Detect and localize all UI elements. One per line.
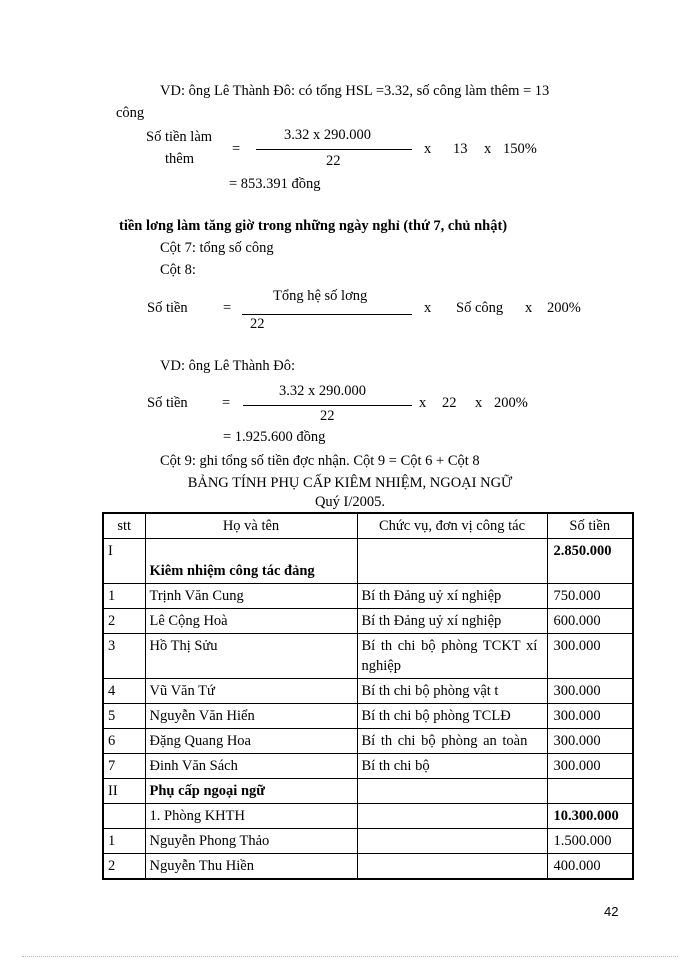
example1-line2: công — [116, 105, 145, 121]
cell-amount: 300.000 — [547, 704, 633, 729]
table-row — [103, 634, 633, 679]
col7-text: Cột 7: tổng số công — [160, 240, 274, 256]
header-name: Họ và tên — [145, 513, 357, 539]
formula2-factor1: Số công — [456, 300, 504, 316]
cell-stt: 5 — [103, 704, 145, 729]
cell-amount: 300.000 — [547, 729, 633, 754]
formula3-op2: x — [475, 395, 483, 411]
header-role: Chức vụ, đơn vị công tác — [357, 513, 547, 539]
cell-amount: 300.000 — [547, 754, 633, 779]
formula1-fraction-bar — [256, 149, 412, 150]
cell-amount: 2.850.000 — [547, 539, 633, 584]
formula2-fraction-bar — [242, 314, 412, 315]
table-row — [103, 804, 633, 829]
cell-name: Kiêm nhiệm công tác đảng — [145, 539, 357, 584]
formula1-denominator: 22 — [326, 153, 341, 169]
cell-stt: 6 — [103, 729, 145, 754]
cell-stt: 2 — [103, 854, 145, 880]
cell-role — [357, 539, 547, 584]
cell-amount: 1.500.000 — [547, 829, 633, 854]
cell-name: 1. Phòng KHTH — [145, 804, 357, 829]
cell-role: Bí th chi bộ — [357, 754, 547, 779]
formula1-factor2: 150% — [503, 141, 537, 157]
cell-amount: 300.000 — [547, 679, 633, 704]
formula1-equals: = — [232, 141, 241, 157]
cell-name: Nguyễn Phong Thảo — [145, 829, 357, 854]
table-row — [103, 854, 633, 880]
cell-stt: 3 — [103, 634, 145, 679]
formula3-equals: = — [222, 395, 231, 411]
cell-role: Bí th chi bộ phòng vật t — [357, 679, 547, 704]
cell-stt: II — [103, 779, 145, 804]
page-number: 42 — [604, 904, 619, 919]
cell-stt: 4 — [103, 679, 145, 704]
cell-stt: I — [103, 539, 145, 584]
formula3-label: Số tiền — [147, 395, 188, 411]
cell-stt — [103, 804, 145, 829]
cell-name: Đặng Quang Hoa — [145, 729, 357, 754]
formula1-label-b: thêm — [165, 151, 194, 167]
header-stt: stt — [103, 513, 145, 539]
page-bottom-rule — [22, 956, 678, 957]
formula3-factor2: 200% — [494, 395, 528, 411]
example1-line1: VD: ông Lê Thành Đô: có tổng HSL =3.32, số công làm thêm = 13 — [160, 83, 550, 99]
allowance-table — [102, 512, 634, 880]
cell-name: Phụ cấp ngoại ngữ — [145, 779, 357, 804]
cell-role: Bí th chi bộ phòng TCKT xí nghiệp — [357, 634, 547, 679]
cell-name: Nguyễn Văn Hiển — [145, 704, 357, 729]
cell-name: Nguyễn Thu Hiền — [145, 854, 357, 880]
cell-name: Hồ Thị Sửu — [145, 634, 357, 679]
header-amount: Số tiền — [547, 513, 633, 539]
cell-role — [357, 804, 547, 829]
cell-name: Trịnh Văn Cung — [145, 584, 357, 609]
table-header-row — [103, 513, 633, 539]
formula2-factor2: 200% — [547, 300, 581, 316]
table-row — [103, 779, 633, 804]
cell-name: Vũ Văn Tứ — [145, 679, 357, 704]
table-title: BẢNG TÍNH PHỤ CẤP KIÊM NHIỆM, NGOẠI NGỮ — [187, 475, 513, 491]
cell-role — [357, 779, 547, 804]
table-subtitle: Quý I/2005. — [314, 494, 386, 510]
cell-amount: 600.000 — [547, 609, 633, 634]
formula2-equals: = — [223, 300, 232, 316]
formula3-op1: x — [419, 395, 427, 411]
section2-heading: tiền lơng làm tăng giờ trong những ngày nghỉ (thứ 7, chủ nhật) — [119, 218, 508, 234]
formula2-op2: x — [525, 300, 533, 316]
cell-stt: 7 — [103, 754, 145, 779]
cell-stt: 2 — [103, 609, 145, 634]
cell-amount: 400.000 — [547, 854, 633, 880]
formula1-op2: x — [484, 141, 492, 157]
cell-role: Bí th Đảng uỷ xí nghiệp — [357, 609, 547, 634]
formula2-denominator: 22 — [250, 316, 265, 332]
formula1-op1: x — [424, 141, 432, 157]
cell-stt: 1 — [103, 584, 145, 609]
formula3-factor1: 22 — [442, 395, 457, 411]
formula1-result: = 853.391 đồng — [229, 176, 321, 192]
cell-amount — [547, 779, 633, 804]
table-row — [103, 679, 633, 704]
cell-role: Bí th chi bộ phòng an toàn — [357, 729, 547, 754]
example2-line1: VD: ông Lê Thành Đô: — [160, 358, 296, 374]
table-row — [103, 729, 633, 754]
formula1-factor1: 13 — [453, 141, 468, 157]
formula3-denominator: 22 — [320, 408, 335, 424]
table-row — [103, 609, 633, 634]
formula3-fraction-bar — [243, 405, 412, 406]
formula3-numerator: 3.32 x 290.000 — [279, 383, 366, 399]
formula1-label-a: Số tiền làm — [146, 129, 213, 145]
formula2-label: Số tiền — [147, 300, 188, 316]
cell-stt: 1 — [103, 829, 145, 854]
cell-name: Lê Cộng Hoà — [145, 609, 357, 634]
cell-amount: 10.300.000 — [547, 804, 633, 829]
table-row — [103, 584, 633, 609]
table-row — [103, 539, 633, 584]
col9-text: Cột 9: ghi tổng số tiền đợc nhận. Cột 9 = Cột 6 + Cột 8 — [160, 453, 480, 469]
formula2-numerator: Tổng hệ số lơng — [273, 288, 368, 304]
formula2-op1: x — [424, 300, 432, 316]
table-row — [103, 704, 633, 729]
cell-role — [357, 829, 547, 854]
cell-amount: 750.000 — [547, 584, 633, 609]
cell-name: Đinh Văn Sách — [145, 754, 357, 779]
col8-text: Cột 8: — [160, 262, 196, 278]
cell-role: Bí th chi bộ phòng TCLĐ — [357, 704, 547, 729]
cell-amount: 300.000 — [547, 634, 633, 679]
formula3-result: = 1.925.600 đồng — [223, 429, 326, 445]
cell-role — [357, 854, 547, 880]
table-row — [103, 829, 633, 854]
table-row — [103, 754, 633, 779]
formula1-numerator: 3.32 x 290.000 — [284, 127, 371, 143]
cell-role: Bí th Đảng uỷ xí nghiệp — [357, 584, 547, 609]
